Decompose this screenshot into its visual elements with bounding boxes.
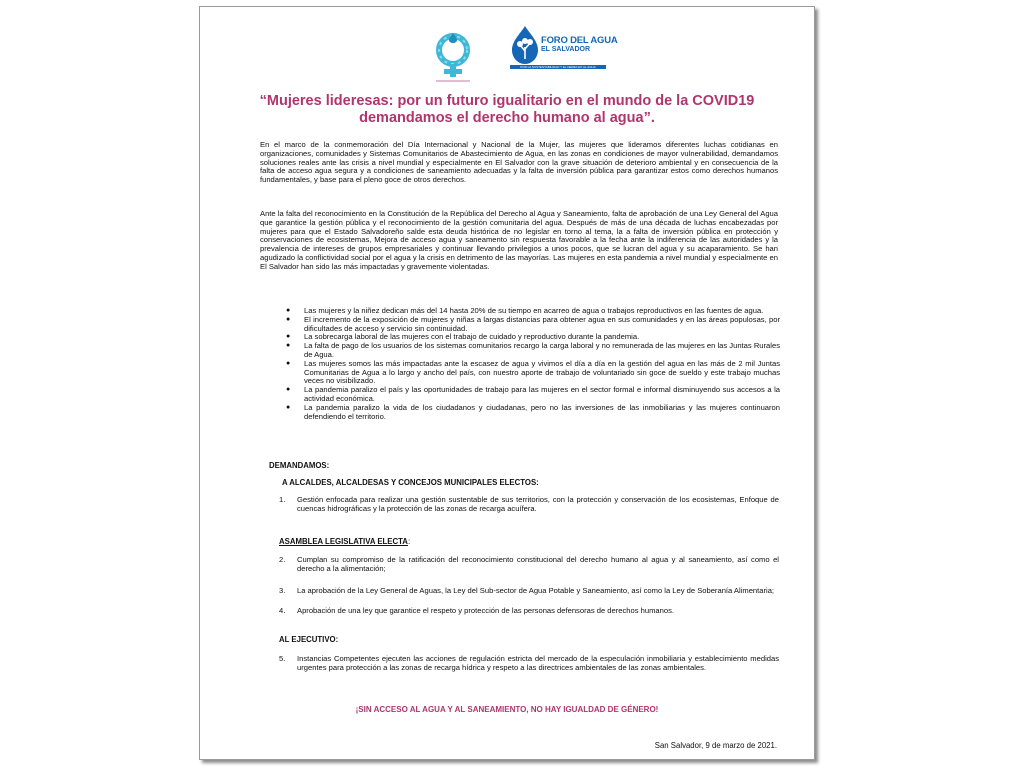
women-symbol-logo xyxy=(428,31,478,83)
bullet-text: La pandemia paralizo la vida de los ciudadanos y ciudadanas, pero no las inversiones de las inmobiliarias y las mujeres continuaron defendiendo el territorio. xyxy=(304,402,780,421)
foro-logo-subtitle: EL SALVADOR xyxy=(541,46,591,53)
demand-number: 4. xyxy=(279,606,286,615)
bullet-icon: ● xyxy=(286,359,291,367)
list-item xyxy=(284,316,780,334)
bullet-icon: ● xyxy=(286,403,291,411)
demand-number: 3. xyxy=(279,586,286,595)
bullet-icon: ● xyxy=(286,333,291,341)
place-date-footer: San Salvador, 9 de marzo de 2021. xyxy=(654,741,777,750)
asamblea-heading xyxy=(279,537,410,546)
alcaldes-heading: A ALCALDES, ALCALDESAS Y CONCEJOS MUNICIPALES ELECTOS: xyxy=(282,478,539,487)
demand-item xyxy=(279,556,779,574)
demand-text: Cumplan su compromiso de la ratificación del reconocimiento constitucional del derecho humano al agua y al saneamiento, así como el derecho a la alimentación; xyxy=(297,555,779,573)
list-item xyxy=(284,360,780,386)
bullet-text: La pandemia paralizo el país y las oportunidades de trabajo para las mujeres en el sector formal e informal disminuyendo sus accesos a la actividad económica. xyxy=(304,385,780,403)
demand-text: Instancias Competentes ejecuten las acciones de regulación estricta del mercado de la especulación inmobiliaria y establecimiento medidas urgentes para protección a las zonas de recarga hídrica y respeto a las directrices ambientales de las zonas ambientales. xyxy=(297,654,779,672)
demand-text: Aprobación de una ley que garantice el respeto y protección de las personas defensoras de derechos humanos. xyxy=(297,606,674,615)
demand-number: 2. xyxy=(279,555,286,564)
demand-item xyxy=(279,655,779,673)
list-item xyxy=(284,342,780,360)
list-item xyxy=(284,386,780,404)
demandamos-heading: DEMANDAMOS: xyxy=(269,461,330,470)
demand-number: 1. xyxy=(279,495,286,504)
bullet-icon: ● xyxy=(286,386,291,394)
list-item xyxy=(284,404,780,422)
asamblea-heading-colon: : xyxy=(407,537,411,546)
bullet-text: La falta de pago de los usuarios de los sistemas comunitarios recargo la carga laboral y no remunerada de las mujeres en las Juntas Rurales de Agua. xyxy=(304,341,780,359)
document-page xyxy=(199,6,815,760)
document-title: “Mujeres lideresas: por un futuro igualitario en el mundo de la COVID19 demandamos el derecho humano al agua”. xyxy=(259,93,755,126)
foro-logo-title: FORO DEL AGUA xyxy=(541,35,618,46)
bullet-text: La sobrecarga laboral de las mujeres con el trabajo de cuidado y reproductivo durante la pandemia. xyxy=(304,332,640,342)
demand-text: Gestión enfocada para realizar una gestión sustentable de sus territorios, con la protección y conservación de los ecosistemas, Enfoque de cuencas hidrográficas y la protección de las zonas de recarga acuífera. xyxy=(297,495,779,513)
demand-item xyxy=(279,607,779,616)
intro-paragraph: En el marco de la conmemoración del Día Internacional y Nacional de la Mujer, las mujeres que lideramos diferentes luchas cotidianas en organizaciones, comunidades y Sistemas Comunitarios de Abastecimiento de Agua, en las zonas en condiciones de mayor vulnerabilidad, demandamos soluciones reales ante las crisis a nivel mundial y especialmente en El Salvador con la grave situación de deterioro ambiental y en consecuencia de la falta de acceso agua segura y a condiciones de saneamiento adecuadas y la falta de inversión pública para garantizar estos como derechos humanos fundamentales, y base para el pleno goce de otros derechos. xyxy=(260,140,778,185)
bullet-text: Las mujeres somos las más impactadas ante la escasez de agua y vivimos el día a día en la gestión del agua en las más de 2 mil Juntas Comunitarias de Agua a lo largo y ancho del país, con nuestro aporte de trabajo de voluntariado sin goce de sueldo y este trabajo muchas veces no visibilizado. xyxy=(304,358,780,386)
water-drop-tree-icon xyxy=(510,25,540,65)
demand-item xyxy=(279,496,779,514)
foro-del-agua-logo xyxy=(510,25,618,73)
demand-item xyxy=(279,587,779,596)
bullet-text: El incremento de la exposición de mujeres y niñas a largas distancias para obtener agua en sus comunidades y en las áreas populosas, por dificultades de acceso y servicio sin continuidad. xyxy=(304,314,780,333)
impact-bullet-list xyxy=(284,307,780,421)
foro-logo-tagline: POR LA SUSTENTABILIDAD Y EL DERECHO AL AGUA xyxy=(510,65,606,69)
context-paragraph: Ante la falta del reconocimiento en la Constitución de la República del Derecho al Agua y Saneamiento, falta de aprobación de una Ley General del Agua que garantice la gestión pública y el reconocimiento de la gestión comunitaria del agua. Después de más de una década de luchas encabezadas por mujeres para que el Estado Salvadoreño salde esta deuda histórica de no legislar en torno al tema, la a falta de inversión pública en protección y conservaciones de ecosistemas, Mejora de acceso agua y saneamento sin respuesta favorable a la fecha ante la indiferencia de las autoridades y la prevalencia de intereses de grupos empresariales y continuar llevando privilegios a unos pocos, que se lucran del agua y su acaparamiento. Se han agudizado la conflictividad social por el agua y la crisis en detrimento de las mayorías. Las mujeres en esta pandemia a nivel mundial y especialmente en El Salvador han sido las más impactadas y gravemente violentadas. xyxy=(260,209,778,271)
bullet-icon: ● xyxy=(286,342,291,350)
bullet-icon: ● xyxy=(286,307,291,314)
bullet-icon: ● xyxy=(286,315,291,323)
asamblea-heading-text: ASAMBLEA LEGISLATIVA ELECTA xyxy=(279,537,408,546)
closing-slogan: ¡SIN ACCESO AL AGUA Y AL SANEAMIENTO, NO HAY IGUALDAD DE GÉNERO! xyxy=(355,705,659,714)
bullet-text: Las mujeres y la niñez dedican más del 14 hasta 20% de su tiempo en acarreo de agua o trabajos reproductivos en las fuentes de agua. xyxy=(304,306,764,315)
demand-number: 5. xyxy=(279,654,286,663)
demand-text: La aprobación de la Ley General de Aguas, la Ley del Sub-sector de Agua Potable y Saneamiento, así como la Ley de Soberanía Alimentaria; xyxy=(297,586,775,595)
ejecutivo-heading: AL EJECUTIVO: xyxy=(279,635,339,644)
